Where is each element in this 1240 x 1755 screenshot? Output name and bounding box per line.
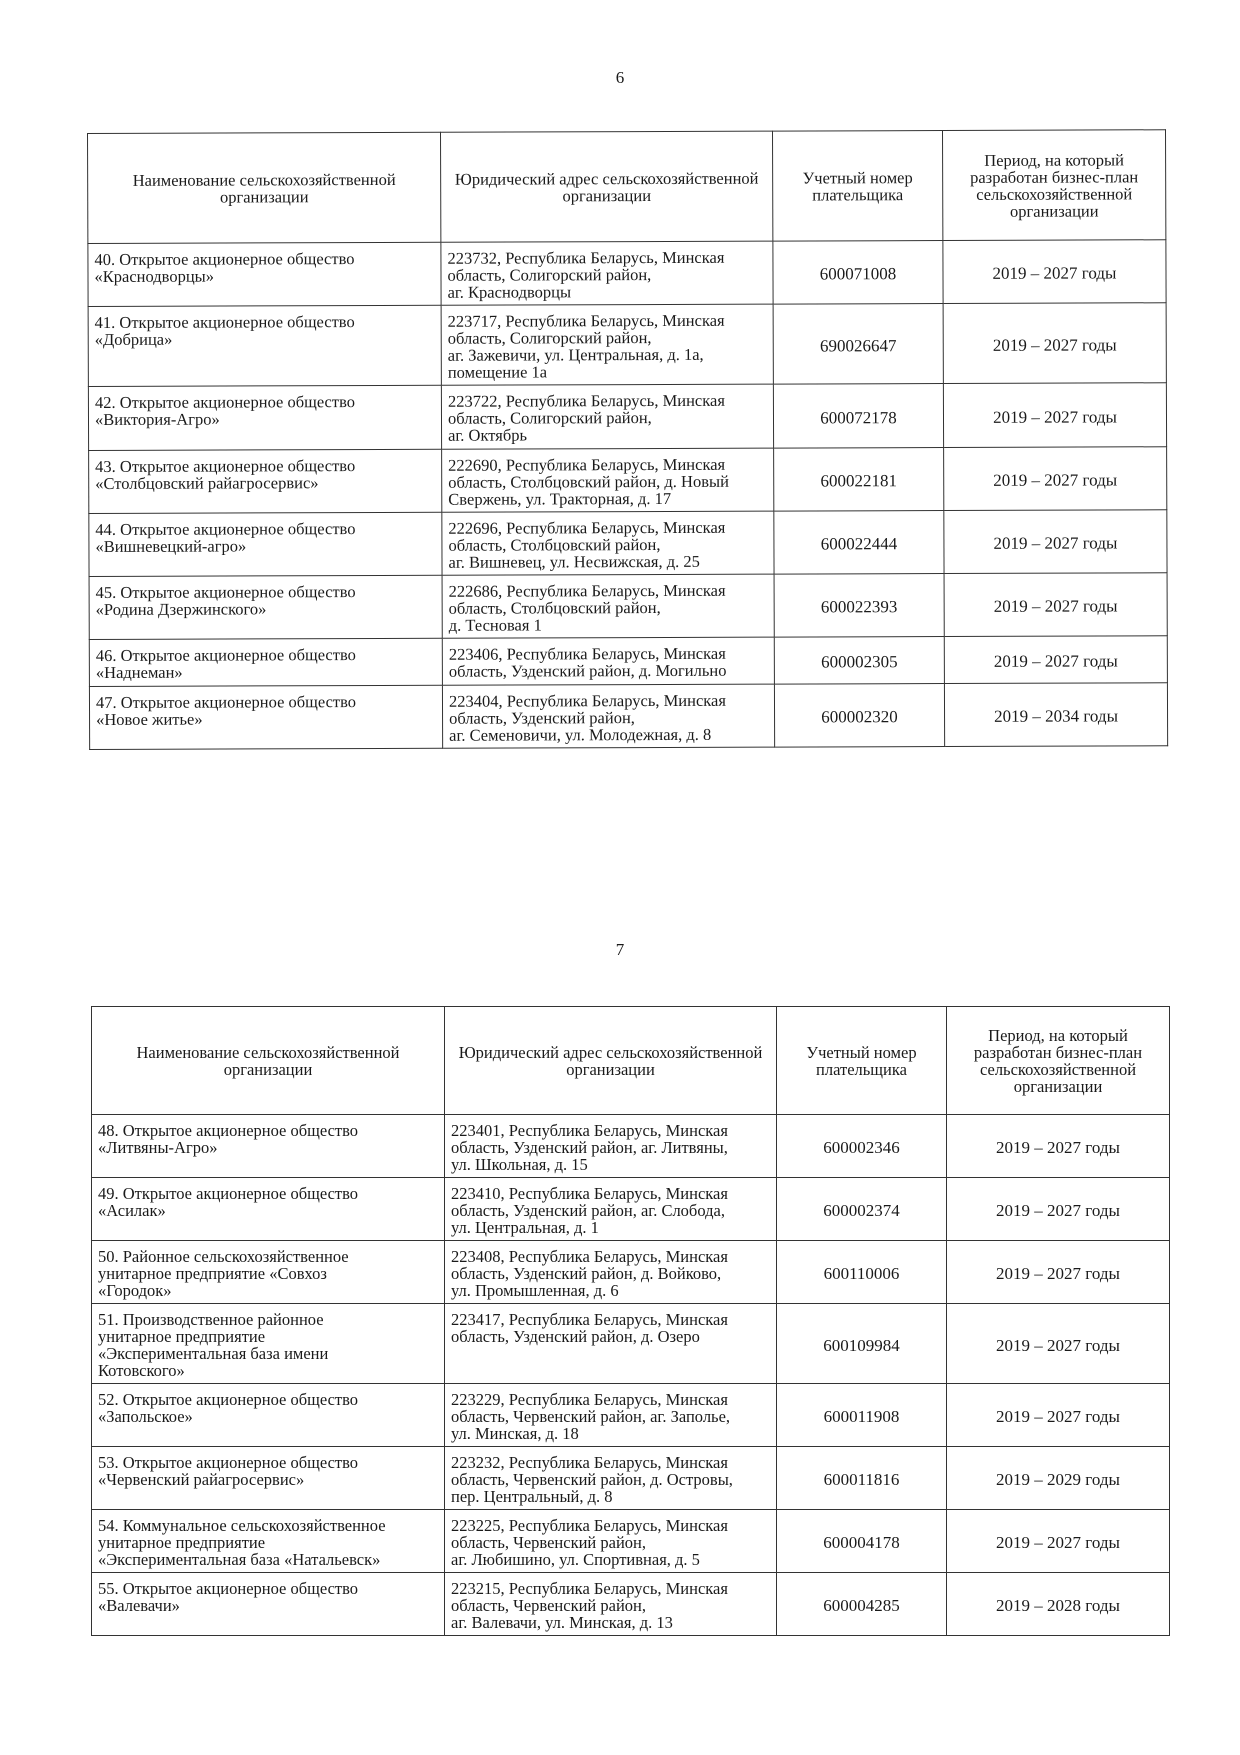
plan-period: 2019 – 2027 годы [944,510,1167,574]
plan-period: 2019 – 2027 годы [944,573,1167,637]
legal-address-line: 223732, Республика Беларусь, Минская [447,247,725,268]
table-row [92,1241,1170,1304]
header-name: Наименование сельскохозяйственной организации [92,1007,445,1115]
table-row [89,510,1167,577]
table-row [88,383,1166,451]
legal-address-line: область, Столбцовский район, [448,535,661,555]
table-row [89,573,1167,640]
plan-period: 2019 – 2027 годы [947,1241,1170,1304]
payer-number: 600004285 [777,1573,947,1636]
plan-period: 2019 – 2027 годы [943,303,1166,384]
payer-number: 600110006 [777,1241,947,1304]
organization-name-line: «Столбцовский райагросервис» [95,473,319,493]
organization-name-line: «Экспериментальная база «Натальевск» [98,1550,381,1569]
legal-address-line: область, Узденский район, д. Могильно [448,660,727,681]
organization-name-line: «Родина Дзержинского» [95,599,267,619]
page-number: 7 [615,940,625,959]
legal-address [445,1573,777,1636]
organization-name [89,449,442,513]
table-row [88,303,1166,387]
header-payer-number: Учетный номер плательщика [772,131,942,242]
organization-name-line: 41. Открытое акционерное общество [94,312,355,332]
legal-address-line: аг. Октябрь [448,425,528,445]
payer-number: 600072178 [773,384,943,449]
legal-address-line: аг. Семеновичи, ул. Молодежная, д. 8 [449,724,712,745]
organization-name [92,1384,445,1447]
table-header-row [88,130,1166,244]
organization-name-line: 53. Открытое акционерное общество [98,1453,359,1472]
legal-address-line: область, Солигорский район, [447,408,652,428]
organization-name-line: унитарное предприятие [98,1533,266,1552]
legal-address-line: 223232, Республика Беларусь, Минская [451,1453,728,1472]
table-body [88,240,1168,750]
plan-period: 2019 – 2027 годы [944,636,1167,684]
organization-name-line: Котовского» [98,1361,185,1380]
organization-name-line: 52. Открытое акционерное общество [98,1390,359,1409]
legal-address [445,1178,777,1241]
organization-name-line: 49. Открытое акционерное общество [98,1184,359,1203]
table-row [92,1510,1170,1573]
legal-address-line: область, Столбцовский район, д. Новый [448,471,729,492]
legal-address-line: аг. Краснодворцы [447,282,572,302]
organization-name-line: 47. Открытое акционерное общество [95,692,357,712]
legal-address-line: 223410, Республика Беларусь, Минская [451,1184,728,1203]
organization-name-line: 48. Открытое акционерное общество [98,1121,359,1140]
page-number: 6 [615,68,625,87]
legal-address-line: 223404, Республика Беларусь, Минская [448,690,726,711]
table-row [92,1447,1170,1510]
organization-name [89,638,442,686]
legal-address [442,511,774,575]
organization-name [92,1241,445,1304]
header-payer-number: Учетный номер плательщика [777,1007,947,1115]
header-period: Период, на который разработан бизнес-план сельскохозяйственной организации [947,1007,1170,1115]
table-row [92,1178,1170,1241]
plan-period: 2019 – 2027 годы [944,447,1167,511]
table-row [92,1384,1170,1447]
organization-name-line: 51. Производственное районное [98,1310,324,1329]
legal-address-line: область, Столбцовский район, [448,598,661,618]
organization-name-line: «Добрица» [94,329,173,349]
legal-address-line: аг. Любишино, ул. Спортивная, д. 5 [451,1550,700,1569]
organization-name [92,1510,445,1573]
organization-name-line: 46. Открытое акционерное общество [95,645,356,665]
organization-name-line: «Литвяны-Агро» [98,1138,218,1157]
payer-number: 600011908 [777,1384,947,1447]
legal-address-line: ул. Минская, д. 18 [451,1424,579,1443]
legal-address-line: область, Узденский район, д. Войково, [451,1264,722,1283]
plan-period: 2019 – 2027 годы [947,1178,1170,1241]
legal-address-line: 222690, Республика Беларусь, Минская [448,454,726,475]
header-address: Юридический адрес сельскохозяйственной организации [440,131,772,242]
legal-address-line: 222696, Республика Беларусь, Минская [448,517,726,538]
legal-address-line: область, Узденский район, аг. Литвяны, [451,1138,728,1157]
legal-address [442,448,774,512]
plan-period: 2019 – 2027 годы [947,1384,1170,1447]
legal-address [445,1241,777,1304]
organization-name-line: «Краснодворцы» [94,266,215,286]
legal-address-line: 223225, Республика Беларусь, Минская [451,1516,728,1535]
legal-address-line: область, Червенский район, [451,1533,646,1552]
organization-name-line: 55. Открытое акционерное общество [98,1579,359,1598]
payer-number: 600011816 [777,1447,947,1510]
legal-address-line: 223215, Республика Беларусь, Минская [451,1579,728,1598]
organization-name-line: «Новое житье» [96,709,203,729]
legal-address-line: 223406, Республика Беларусь, Минская [448,643,726,664]
organization-name-line: «Вишневецкий-агро» [95,536,247,556]
legal-address-line: 223401, Республика Беларусь, Минская [451,1121,728,1140]
organization-name-line: 54. Коммунальное сельскохозяйственное [98,1516,386,1535]
payer-number: 600022181 [774,448,944,512]
organization-name-line: 43. Открытое акционерное общество [95,456,356,476]
table-row [89,636,1167,687]
plan-period: 2019 – 2027 годы [947,1510,1170,1573]
legal-address-line: область, Червенский район, д. Островы, [451,1470,733,1489]
legal-address [442,574,774,638]
legal-address-line: пер. Центральный, д. 8 [451,1487,613,1506]
legal-address-line: 223417, Республика Беларусь, Минская [451,1310,728,1329]
legal-address [441,304,773,385]
payer-number: 600002346 [777,1115,947,1178]
legal-address-line: аг. Вишневец, ул. Несвижская, д. 25 [448,551,700,572]
payer-number: 600071008 [773,241,943,305]
legal-address-line: область, Червенский район, [451,1596,646,1615]
legal-address [445,1115,777,1178]
organization-name-line: 44. Открытое акционерное общество [95,519,356,539]
legal-address-line: область, Узденский район, аг. Слобода, [451,1201,725,1220]
organization-name [89,575,442,639]
organization-name [88,305,441,386]
legal-address [445,1304,777,1384]
organization-name-line: унитарное предприятие «Совхоз [98,1264,327,1283]
plan-period: 2019 – 2027 годы [947,1304,1170,1384]
organization-name-line: «Червенский райагросервис» [98,1470,305,1489]
legal-address-line: аг. Валевачи, ул. Минская, д. 13 [451,1613,673,1632]
payer-number: 600022393 [774,574,944,638]
legal-address [445,1447,777,1510]
legal-address [445,1510,777,1573]
legal-address-line: область, Солигорский район, [447,328,652,348]
organization-name [88,242,441,306]
legal-address [441,384,773,449]
organization-name-line: «Валевачи» [98,1596,180,1615]
plan-period: 2019 – 2028 годы [947,1573,1170,1636]
legal-address-line: ул. Промышленная, д. 6 [451,1281,619,1300]
legal-address-line: область, Узденский район, [449,708,635,728]
legal-address-line: 223408, Республика Беларусь, Минская [451,1247,728,1266]
organization-name-line: «Городок» [98,1281,172,1300]
organization-name-line: «Экспериментальная база имени [98,1344,329,1363]
plan-period: 2019 – 2027 годы [943,383,1166,448]
legal-address-line: Свержень, ул. Тракторная, д. 17 [448,488,672,509]
legal-address-line: 223717, Республика Беларусь, Минская [447,310,725,331]
legal-address-line: ул. Центральная, д. 1 [451,1218,599,1237]
organization-name [92,1573,445,1636]
table-row [92,1304,1170,1384]
legal-address-line: область, Червенский район, аг. Заполье, [451,1407,731,1426]
legal-address-line: помещение 1а [447,362,548,382]
payer-number: 600002320 [774,684,944,748]
organization-name-line: «Виктория-Агро» [94,409,220,429]
plan-period: 2019 – 2029 годы [947,1447,1170,1510]
table-row [89,447,1167,514]
organization-name [88,385,441,450]
organization-name [89,685,442,749]
plan-period: 2019 – 2034 годы [944,683,1167,747]
header-period: Период, на который разработан бизнес-план сельскохозяйственной организации [942,130,1165,241]
legal-address [445,1384,777,1447]
organization-name-line: 42. Открытое акционерное общество [94,392,356,412]
payer-number: 690026647 [773,304,943,385]
organization-name-line: 40. Открытое акционерное общество [94,249,355,269]
organization-name [89,512,442,576]
payer-number: 600022444 [774,511,944,575]
payer-number: 600004178 [777,1510,947,1573]
payer-number: 600109984 [777,1304,947,1384]
legal-address-line: ул. Школьная, д. 15 [451,1155,588,1174]
organizations-table [87,129,1168,750]
legal-address-line: 222686, Республика Беларусь, Минская [448,580,726,601]
legal-address-line: д. Тесновая 1 [448,615,542,635]
legal-address-line: область, Солигорский район, [447,265,652,285]
organization-name [92,1178,445,1241]
table-row [92,1573,1170,1636]
organizations-table [91,1006,1170,1636]
legal-address [442,637,774,685]
header-name: Наименование сельскохозяйственной организации [88,132,441,243]
payer-number: 600002305 [774,637,944,685]
organization-name-line: 45. Открытое акционерное общество [95,582,356,602]
organization-name-line: унитарное предприятие [98,1327,266,1346]
organization-name-line: «Асилак» [98,1201,166,1220]
legal-address-line: область, Узденский район, д. Озеро [451,1327,700,1346]
legal-address-line: аг. Зажевичи, ул. Центральная, д. 1а, [447,344,704,365]
legal-address-line: 223229, Республика Беларусь, Минская [451,1390,728,1409]
organization-name-line: «Наднеман» [95,662,183,682]
payer-number: 600002374 [777,1178,947,1241]
plan-period: 2019 – 2027 годы [943,240,1166,304]
organization-name [92,1304,445,1384]
table-row [89,683,1167,750]
legal-address [441,241,773,305]
legal-address-line: 223722, Республика Беларусь, Минская [447,390,725,411]
organization-name [92,1447,445,1510]
organization-name-line: «Запольское» [98,1407,193,1426]
organization-name-line: 50. Районное сельскохозяйственное [98,1247,349,1266]
table-body [92,1115,1170,1636]
header-address: Юридический адрес сельскохозяйственной организации [445,1007,777,1115]
legal-address [442,684,774,748]
table-row [88,240,1166,307]
table-header-row [92,1007,1170,1115]
plan-period: 2019 – 2027 годы [947,1115,1170,1178]
organization-name [92,1115,445,1178]
table-row [92,1115,1170,1178]
